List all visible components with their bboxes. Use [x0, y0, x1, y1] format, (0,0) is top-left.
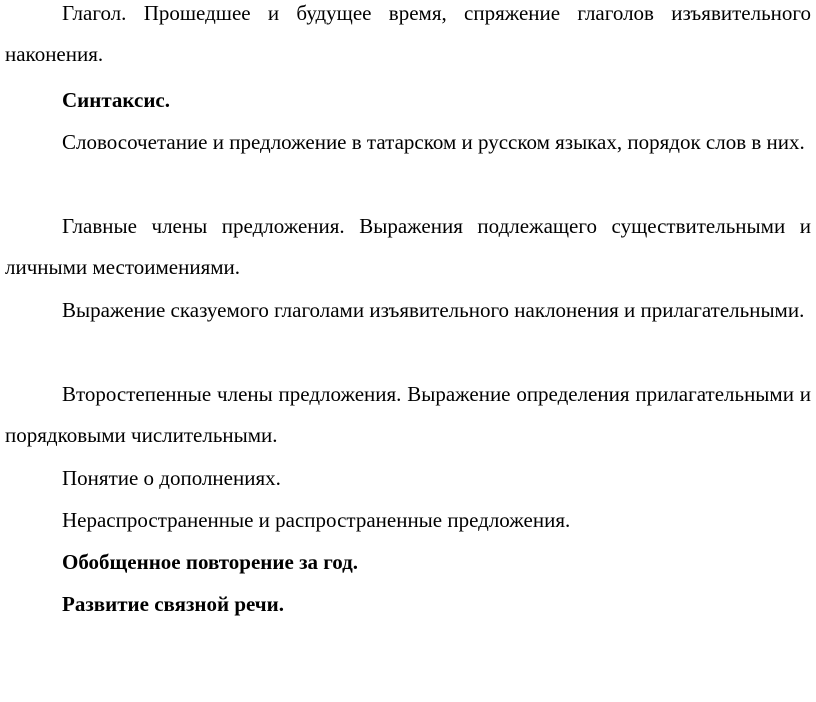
- paragraph-verb-tenses: Глагол. Прошедшее и будущее время, спряжение глаголов изъявительного наконения.: [5, 1, 811, 66]
- heading-speech-development: Развитие связной речи.: [62, 592, 284, 616]
- paragraph-objects: Понятие о дополнениях.: [62, 466, 281, 490]
- paragraph-secondary-members: Второстепенные члены предложения. Выражение определения прилагательными и порядковыми числительными.: [5, 382, 811, 447]
- paragraph-main-members: Главные члены предложения. Выражения подлежащего существительными и личными местоимениями.: [5, 214, 811, 279]
- heading-syntax: Синтаксис.: [62, 88, 171, 112]
- paragraph-sentence-types: Нераспространенные и распространенные предложения.: [62, 508, 571, 532]
- heading-year-review: Обобщенное повторение за год.: [62, 550, 359, 574]
- paragraph-predicate: Выражение сказуемого глаголами изъявительного наклонения и прилагательными.: [62, 298, 805, 322]
- paragraph-phrase-and-sentence: Словосочетание и предложение в татарском и русском языках, порядок слов в них.: [62, 130, 805, 154]
